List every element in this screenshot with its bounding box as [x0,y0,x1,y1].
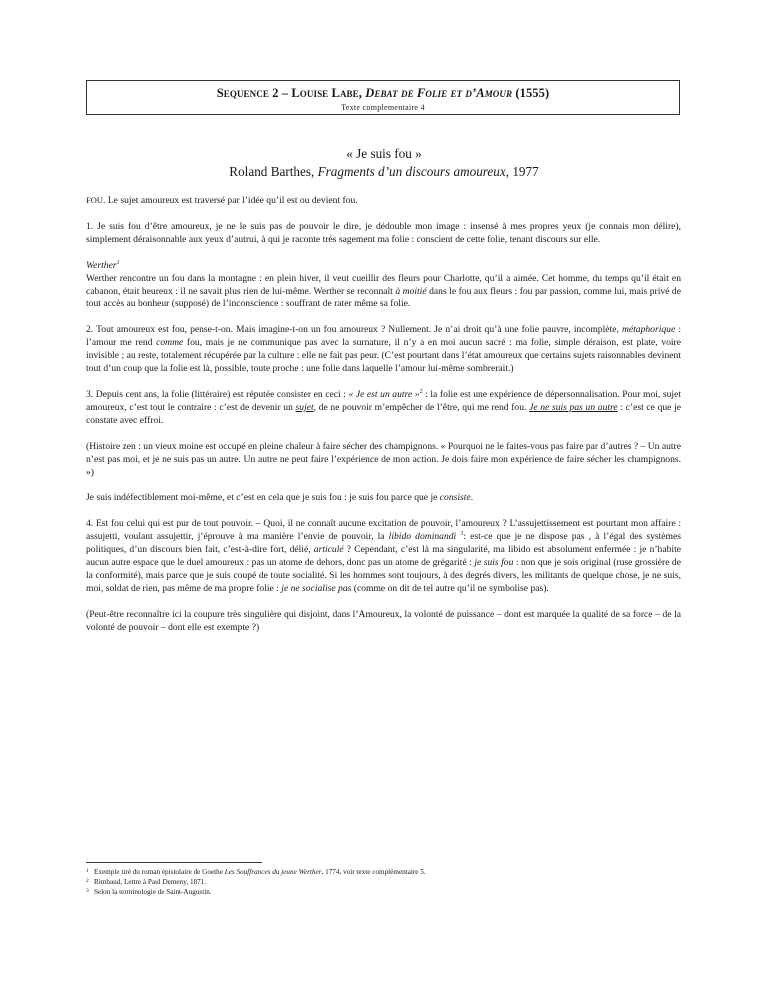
footnote-1-em: Les Souffrances du jeune Werther [224,868,322,876]
paragraph-indefectible [86,492,681,505]
footnote-3-text: Selon la terminologie de Saint-Augustin. [94,888,212,897]
indef-text-a: Je suis indéfectiblement moi-même, et c’est en cela que je suis fou : je suis fou parce que je [86,492,440,504]
document-author-line [0,164,768,180]
p4-text-c: ? Cependant, c’est là ma singularité, ma libido est absolument enfermée : je n’habite aucun autre espace que le duel amoureux : pas un atome de dehors, donc pas un atome de grégarité : [86,544,681,569]
werther-em: à moitié [395,285,427,297]
footnote-2-number: 2 [86,878,89,885]
sequence-header-box [86,80,680,115]
paragraph-zen: (Histoire zen : un vieux moine est occupé en pleine chaleur à faire sécher des champignons. « Pourquoi ne le faites-vous pas faire par d’autres ? – Un autre n’est pas moi, et je ne suis pas un autre. Un autre ne peut faire l’expérience de mon action. Je dois faire mon expérience de faire sécher les champignons. ») [86,440,681,478]
p4-text-b: : est-ce que je ne dispose pas , à l’égal des systèmes politiques, d’un discours bien fait, c’est-à-dire fort, délié, [86,531,681,556]
work-year: (1555) [515,86,550,100]
paragraph-4 [86,518,681,595]
p2-em-1: métaphorique [621,324,676,336]
p4-text-a: 4. Est fou celui qui est pur de tout pouvoir. – Quoi, il ne connaît aucune excitation de pouvoir, l’amoureux ? L’assujettissement est pourtant mon affaire : assujetti, voulant assujettir, j’éprouve à ma manière l’envie de pouvoir, la [86,518,681,543]
book-title: Fragments d’un discours amoureux [317,164,506,179]
p4-em-3: je suis fou [474,557,514,569]
lead-paragraph [86,194,681,208]
footnote-ref-1: 1 [116,259,120,266]
p4-em-1: libido dominandi [388,531,457,543]
sequence-subtitle: Texte complementaire 4 [341,103,425,112]
footnote-ref-3: 3 [460,531,464,538]
werther-text-a: Werther rencontre un fou dans la montagne : en plein hiver, il veut cueillir des fleurs pour Charlotte, qu’il a aimée. Cet homme, du temps qu’il était en cabanon, était heureux : il ne savait plus rien de lui-même. Werther se reconnaît [86,272,681,297]
p2-text-c: fou, mais je ne communique pas avec la surnature, il n’y a en moi aucun sacré : ma folie, simple déraison, est plate, voire invisible ; au reste, totalement récupérée par la culture : elle ne fait pas peur. (C’est pourtant dans l’état amoureux que certains sujets raisonnables devinent tout d’un coup que la folie est là, possible, toute proche : une folie dans laquelle l’amour lui-même sombrerait.) [86,337,681,375]
werther-heading-text: Werther [86,259,117,271]
p3-text-c: , de ne pouvoir m’empêcher de l’être, qui me rend fou. [313,401,530,413]
p3-em-1: « Je est un autre » [348,388,420,400]
paragraph-1: 1. Je suis fou d’être amoureux, je ne le suis pas de pouvoir le dire, je dédouble mon image : insensé à mes propres yeux (je connais mon délire), simplement déraisonnable aux yeux d’autrui, à qui je raconte très sagement ma folie : conscient de cette folie, tenant discours sur elle. [86,220,681,245]
footnote-1 [86,867,681,877]
p3-em-2: sujet [295,401,314,413]
footnote-1-text-a: Exemple tiré du roman épistolaire de Goethe [94,868,225,876]
body-text [86,194,681,648]
footnote-1-number: 1 [86,868,89,874]
footnote-3-number: 3 [86,888,89,895]
book-year: , 1977 [505,164,539,179]
document-title: « Je suis fou » [346,146,422,161]
footnote-2-text: Rimbaud, Lettre à Paul Demeny, 1871. [94,878,207,887]
paragraph-2 [86,324,681,376]
p3-text-a: 3. Depuis cent ans, la folie (littéraire) est réputée consister en ceci : [86,388,349,400]
lead-term: FOU [86,195,104,205]
lead-text: . Le sujet amoureux est traversé par l’idée qu’il est ou devient fou. [103,195,358,206]
p2-em-2: comme [156,337,184,349]
footnote-1-text-b: , 1774, voir texte complémentaire 5. [321,868,426,876]
author-name: Roland Barthes, [229,164,315,179]
indef-text-b: . [470,492,474,504]
p4-text-d: : non que je sois original (ruse grossière de la conformité), mais parce que je suis coupé de toute socialité. Si les hommes sont toujours, à des degrés divers, les militants de quelque chose, je ne suis, moi, soldat de rien, pas même de ma propre folie : [86,557,681,594]
werther-heading [86,260,681,273]
footnote-separator [86,862,262,863]
paragraph-5: (Peut-être reconnaître ici la coupure très singulière qui disjoint, dans l’Amoureux, la volonté de puissance – dont est marquée la qualité de sa force – de la volonté de pouvoir – dont elle est exempte ?) [86,608,681,633]
p4-text-e: (comme on dit de tel autre qu’il ne symbolise pas). [351,582,549,594]
paragraph-3 [86,389,681,428]
p2-text-b: : l’amour me rend [86,324,681,349]
p2-text-a: 2. Tout amoureux est fou, pense-t-on. Mais imagine-t-on un fou amoureux ? Nullement. Je n’ai droit qu’à une folie pauvre, incomplète, [86,324,622,336]
p4-em-4: je ne socialise pas [281,582,352,594]
p3-text-d: : c’est ce que je constate avec effroi. [86,401,682,426]
p3-text-b: : la folie est une expérience de dépersonnalisation. Pour moi, sujet amoureux, c’est tout le contraire : c’est de devenir un [86,388,682,413]
paragraph-werther [86,273,681,312]
sequence-title [87,86,679,101]
indef-em: consiste [439,492,471,504]
footnote-ref-2: 2 [419,388,423,395]
footnote-3 [86,887,681,897]
footnotes [86,867,681,898]
work-title: Debat de Folie et d’Amour [365,86,513,100]
p4-em-2: articulé [313,544,344,556]
werther-text-b: dans le fou aux fleurs : fou par passion, comme lui, mais privé de tout accès au bonheur (supposé) de l’inconscience : souffrant de rater même sa folie. [86,285,681,310]
p3-em-3: Je ne suis pas un autre [529,401,618,413]
footnote-2 [86,877,681,887]
sequence-label: Sequence 2 – Louise Labe, [216,86,362,100]
